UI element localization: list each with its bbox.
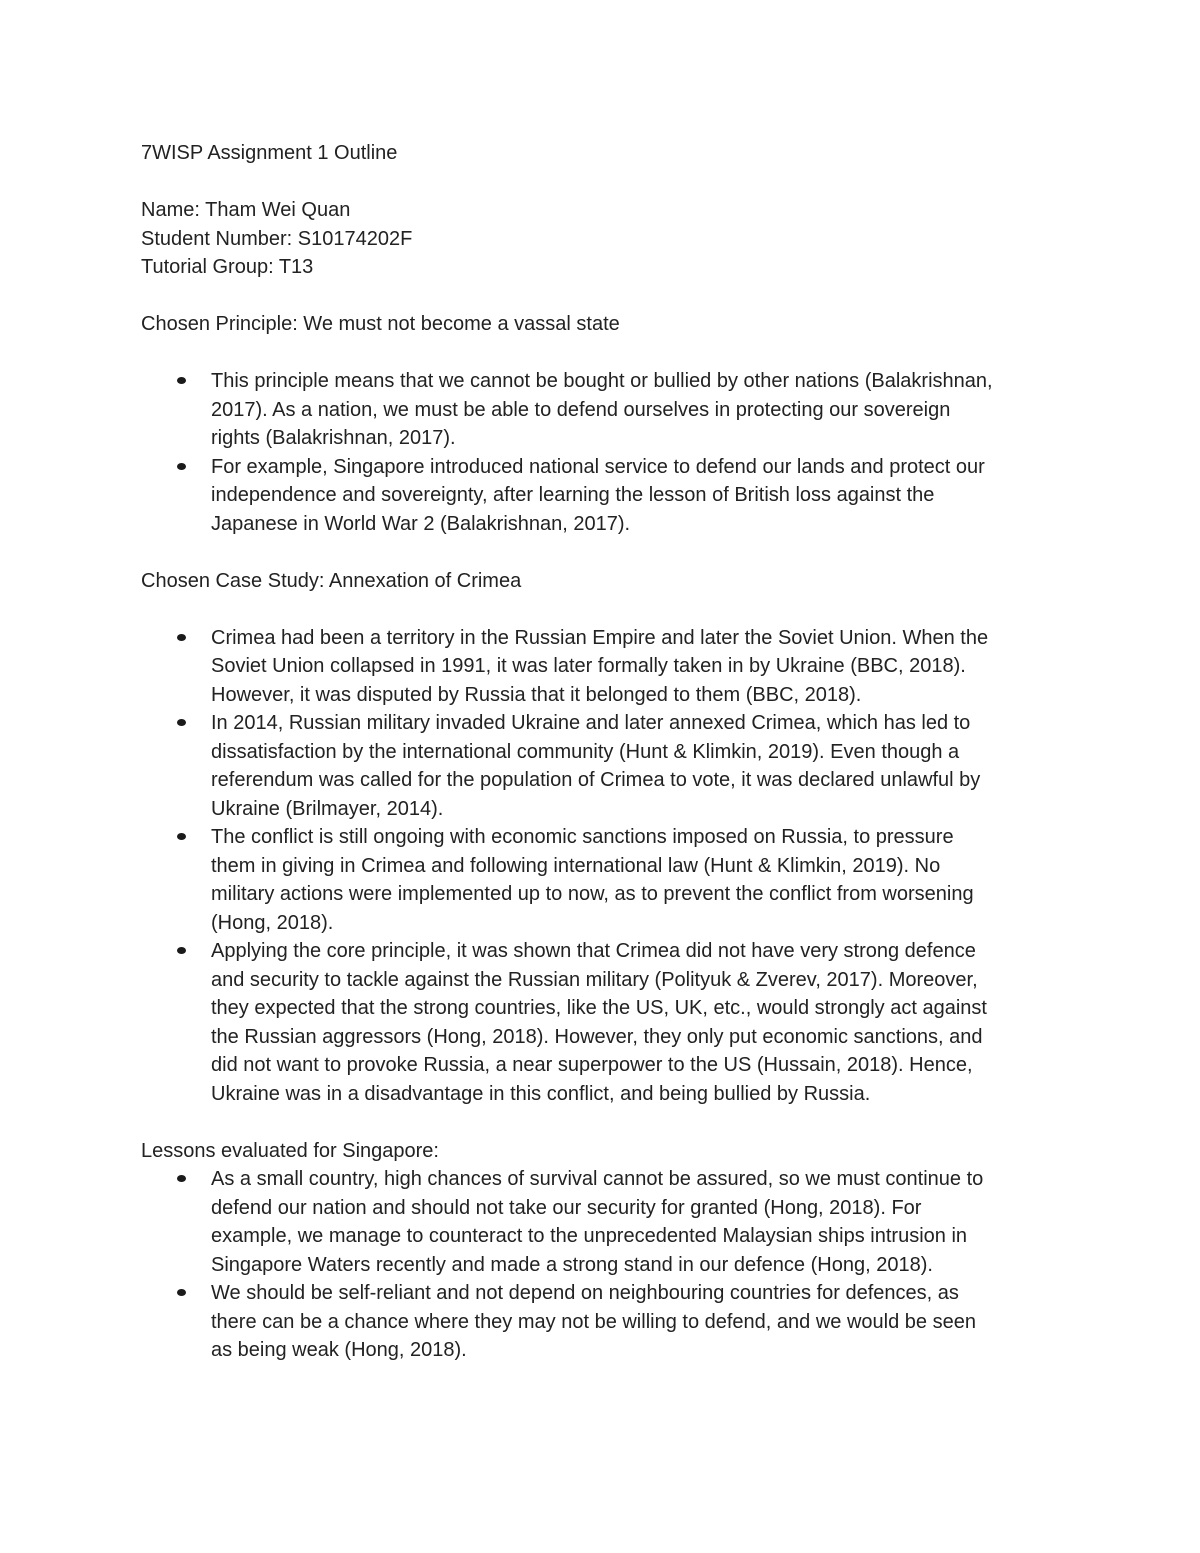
text-line: as being weak (Hong, 2018). [211,1339,467,1361]
text-line: For example, Singapore introduced national service to defend our lands and protect our [211,455,985,478]
text-line: This principle means that we cannot be bought or bullied by other nations (Balakrishnan, [211,370,993,392]
list-item-text [211,1279,1061,1365]
text-line: military actions were implemented up to now, as to prevent the conflict from worsening [211,883,974,905]
document-page [141,139,1061,1365]
text-line: did not want to provoke Russia, a near superpower to the US (Hussain, 2018). Hence, [211,1054,973,1076]
list-item-text [211,823,1061,937]
text-line: In 2014, Russian military invaded Ukraine and later annexed Crimea, which has led to [211,712,971,734]
text-line: there can be a chance where they may not be willing to defend, and we would be seen [211,1310,976,1333]
lessons-bullet-list [141,1165,1061,1365]
text-line: The conflict is still ongoing with economic sanctions imposed on Russia, to pressure [211,826,954,848]
text-line: Japanese in World War 2 (Balakrishnan, 2017). [211,512,631,535]
principle-heading: Chosen Principle: We must not become a vassal state [141,313,620,335]
text-line: example, we manage to counteract to the unprecedented Malaysian ships intrusion in [211,1225,968,1247]
text-line: Soviet Union collapsed in 1991, it was later formally taken in by Ukraine (BBC, 2018). [211,655,966,677]
text-line: and security to tackle against the Russian military (Polityuk & Zverev, 2017). Moreover, [211,968,978,991]
text-line: Singapore Waters recently and made a strong stand in our defence (Hong, 2018). [211,1253,933,1276]
principle-bullet-list [141,367,1061,538]
list-item-text [211,1165,1061,1279]
text-line: rights (Balakrishnan, 2017). [211,427,456,449]
bullet-icon [177,463,186,470]
document-title: 7WISP Assignment 1 Outline [141,142,398,164]
case-study-bullet-list [141,624,1061,1109]
text-line: them in giving in Crimea and following international law (Hunt & Klimkin, 2019). No [211,854,941,877]
list-item [141,1165,1061,1279]
spacer [141,1108,1061,1137]
bullet-icon [177,719,186,726]
text-line: We should be self-reliant and not depend on neighbouring countries for defences, as [211,1282,959,1304]
list-item [141,823,1061,937]
text-line: 2017). As a nation, we must be able to defend ourselves in protecting our sovereign [211,398,951,421]
bullet-icon [177,833,186,840]
list-item [141,1279,1061,1365]
case-study-heading: Chosen Case Study: Annexation of Crimea [141,569,522,592]
spacer [141,538,1061,567]
student-number: Student Number: S10174202F [141,227,413,250]
tutorial-group: Tutorial Group: T13 [141,256,314,278]
text-line: Ukraine (Brilmayer, 2014). [211,797,444,820]
list-item-text [211,937,1061,1108]
list-item-text [211,709,1061,823]
text-line: independence and sovereignty, after learning the lesson of British loss against the [211,484,935,506]
list-item [141,709,1061,823]
student-name: Name: Tham Wei Quan [141,199,351,221]
bullet-icon [177,377,186,384]
bullet-icon [177,1289,186,1296]
text-line: As a small country, high chances of survival cannot be assured, so we must continue to [211,1168,984,1190]
text-line: Crimea had been a territory in the Russian Empire and later the Soviet Union. When the [211,626,989,649]
list-item [141,367,1061,453]
text-line: Applying the core principle, it was shown that Crimea did not have very strong defence [211,940,976,962]
bullet-icon [177,947,186,954]
lessons-heading: Lessons evaluated for Singapore: [141,1139,439,1162]
text-line: Ukraine was in a disadvantage in this conflict, and being bullied by Russia. [211,1082,871,1105]
text-line: the Russian aggressors (Hong, 2018). However, they only put economic sanctions, and [211,1025,983,1048]
text-line: dissatisfaction by the international community (Hunt & Klimkin, 2019). Even though a [211,740,960,763]
list-item-text [211,624,1061,710]
spacer [141,168,1061,197]
text-line: referendum was called for the population of Crimea to vote, it was declared unlawful by [211,769,981,791]
spacer [141,282,1061,311]
bullet-icon [177,1175,186,1182]
list-item-text [211,367,1061,453]
text-line: defend our nation and should not take our security for granted (Hong, 2018). For [211,1196,922,1219]
list-item [141,624,1061,710]
list-item-text [211,453,1061,539]
list-item [141,453,1061,539]
text-line: However, it was disputed by Russia that it belonged to them (BBC, 2018). [211,683,862,706]
text-line: (Hong, 2018). [211,911,334,934]
bullet-icon [177,634,186,641]
spacer [141,339,1061,368]
list-item [141,937,1061,1108]
spacer [141,595,1061,624]
text-line: they expected that the strong countries, like the US, UK, etc., would strongly act against [211,997,987,1019]
